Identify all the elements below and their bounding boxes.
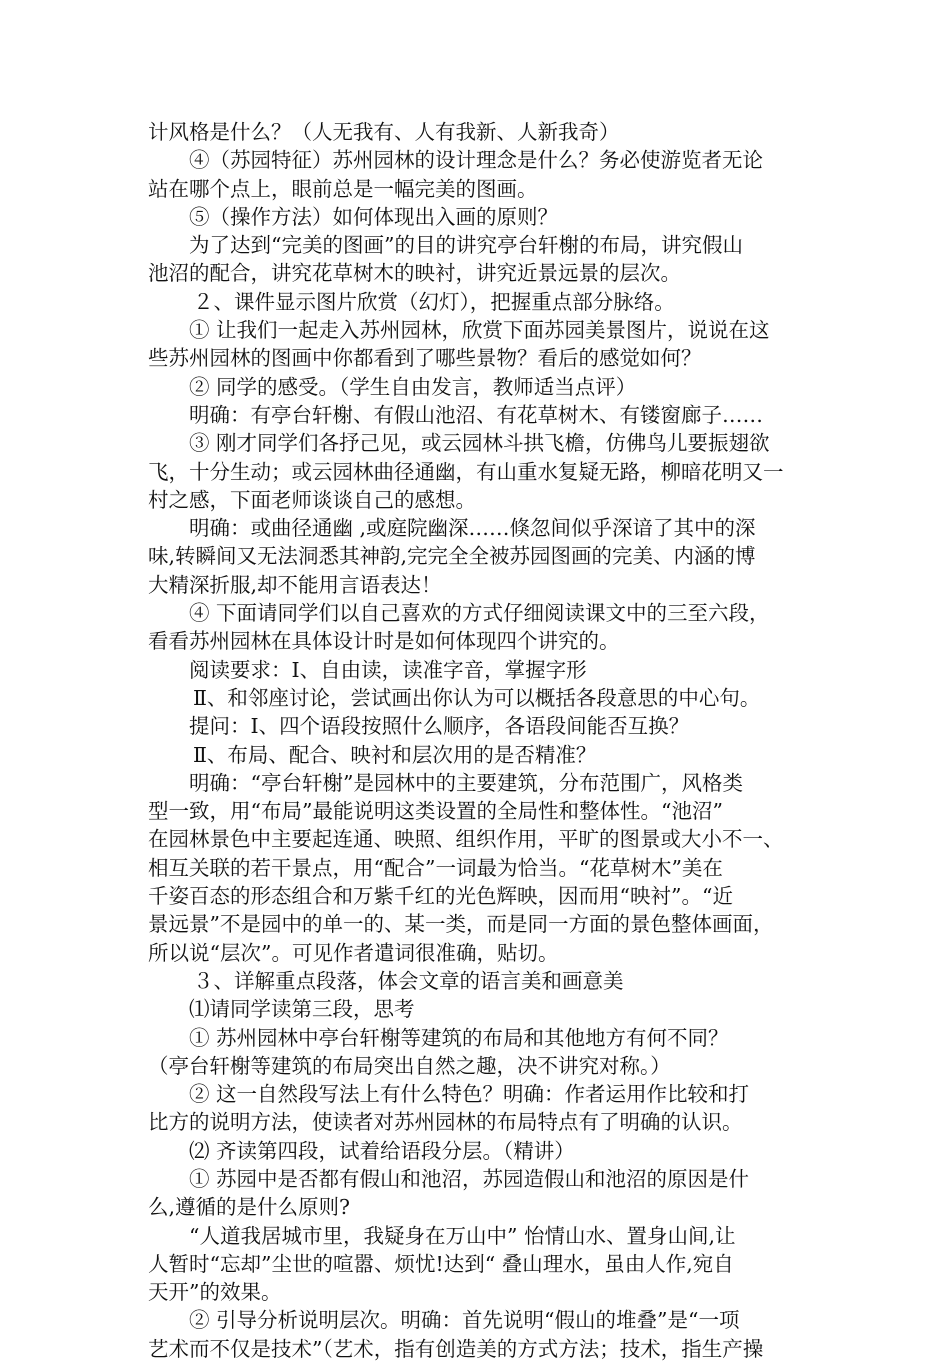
text-line: 所以说“层次”。可见作者遣词很准确，贴切。 bbox=[148, 940, 559, 965]
text-line: 在园林景色中主要起连通、映照、组织作用，平旷的图景或大小不一、 bbox=[148, 827, 784, 852]
text-line: 村之感，下面老师谈谈自己的感想。 bbox=[148, 487, 476, 512]
text-line: ３、详解重点段落，体会文章的语言美和画意美 bbox=[193, 968, 624, 993]
text-line: 相互关联的若干景点，用“配合”一词最为恰当。“花草树木”美在 bbox=[148, 855, 723, 880]
text-line: ② 引导分析说明层次。明确：首先说明“假山的堆叠”是“一项 bbox=[189, 1308, 740, 1333]
text-line: 计风格是什么？（人无我有、人有我新、人新我奇） bbox=[148, 120, 620, 144]
text-line: ⑵ 齐读第四段，试着给语段分层。（精讲） bbox=[189, 1138, 575, 1163]
text-line: ２、课件显示图片欣赏（幻灯），把握重点部分脉络。 bbox=[193, 289, 675, 314]
text-line: ② 同学的感受。（学生自由发言，教师适当点评） bbox=[189, 374, 637, 399]
text-line: 千姿百态的形态组合和万紫千红的光色辉映，因而用“映衬”。“近 bbox=[148, 884, 733, 909]
text-line: Ⅱ、布局、配合、映衬和层次用的是否精准？ bbox=[193, 742, 597, 767]
text-line: 明确：或曲径通幽 ,或庭院幽深……倏忽间似乎深谙了其中的深 bbox=[189, 516, 756, 541]
text-line: ③ 刚才同学们各抒己见，或云园林斗拱飞檐，仿佛鸟儿要振翅欲 bbox=[189, 431, 770, 456]
text-line: 飞，十分生动；或云园林曲径通幽，有山重水复疑无路，柳暗花明又一 bbox=[148, 459, 784, 484]
text-line: 艺术而不仅是技术”（艺术，指有创造美的方式方法；技术，指生产操 bbox=[148, 1336, 764, 1361]
text-line: 人暂时“忘却”尘世的喧嚣、烦忧!达到“ 叠山理水，虽由人作,宛自 bbox=[148, 1251, 734, 1276]
text-line: 阅读要求：Ⅰ、自由读，读准字音，掌握字形 bbox=[189, 657, 587, 682]
text-line: ④ 下面请同学们以自己喜欢的方式仔细阅读课文中的三至六段， bbox=[189, 601, 770, 626]
text-line: 明确：有亭台轩榭、有假山池沼、有花草树木、有镂窗廊子…… bbox=[189, 402, 763, 427]
text-line: ① 苏州园林中亭台轩榭等建筑的布局和其他地方有何不同？ bbox=[189, 1025, 729, 1050]
text-line: 么,遵循的是什么原则? bbox=[148, 1195, 351, 1220]
text-line: ① 苏园中是否都有假山和池沼，苏园造假山和池沼的原因是什 bbox=[189, 1166, 750, 1191]
text-line: 些苏州园林的图画中你都看到了哪些景物？看后的感觉如何？ bbox=[148, 346, 702, 371]
text-line: 明确：“亭台轩榭”是园林中的主要建筑，分布范围广，风格类 bbox=[189, 770, 743, 795]
text-line: ⑴请同学读第三段，思考 bbox=[189, 997, 415, 1022]
text-line: ⑤（操作方法）如何体现出入画的原则？ bbox=[189, 204, 558, 229]
text-line: （亭台轩榭等建筑的布局突出自然之趣，决不讲究对称。） bbox=[148, 1053, 671, 1078]
text-line: ② 这一自然段写法上有什么特色？明确：作者运用作比较和打 bbox=[189, 1082, 750, 1107]
text-line: 比方的说明方法，使读者对苏州园林的布局特点有了明确的认识。 bbox=[148, 1110, 743, 1135]
text-line: 看看苏州园林在具体设计时是如何体现四个讲究的。 bbox=[148, 629, 620, 654]
text-line: ④（苏园特征）苏州园林的设计理念是什么？务必使游览者无论 bbox=[189, 148, 763, 173]
text-line: 型一致，用“布局”最能说明这类设置的全局性和整体性。“池沼” bbox=[148, 799, 723, 824]
text-line: 景远景”不是园中的单一的、某一类，而是同一方面的景色整体画面， bbox=[148, 912, 774, 937]
text-line: 天开”的效果。 bbox=[148, 1280, 282, 1305]
text-line: 池沼的配合，讲究花草树木的映衬，讲究近景远景的层次。 bbox=[148, 261, 681, 286]
document-body bbox=[148, 118, 820, 1363]
text-line: 味,转瞬间又无法洞悉其神韵,完完全全被苏园图画的完美、内涵的博 bbox=[148, 544, 756, 569]
text-line: 为了达到“完美的图画”的目的讲究亭台轩榭的布局，讲究假山 bbox=[189, 233, 743, 258]
text-line: 站在哪个点上，眼前总是一幅完美的图画。 bbox=[148, 176, 538, 201]
text-line: 提问：Ⅰ、四个语段按照什么顺序，各语段间能否互换？ bbox=[189, 714, 690, 739]
text-line: “人道我居城市里，我疑身在万山中” 怡情山水、置身山间,让 bbox=[189, 1223, 736, 1248]
text-line: ① 让我们一起走入苏州园林，欣赏下面苏园美景图片，说说在这 bbox=[189, 318, 770, 343]
text-line: 大精深折服,却不能用言语表达！ bbox=[148, 572, 442, 597]
text-line: Ⅱ、和邻座讨论，尝试画出你认为可以概括各段意思的中心句。 bbox=[193, 685, 761, 710]
